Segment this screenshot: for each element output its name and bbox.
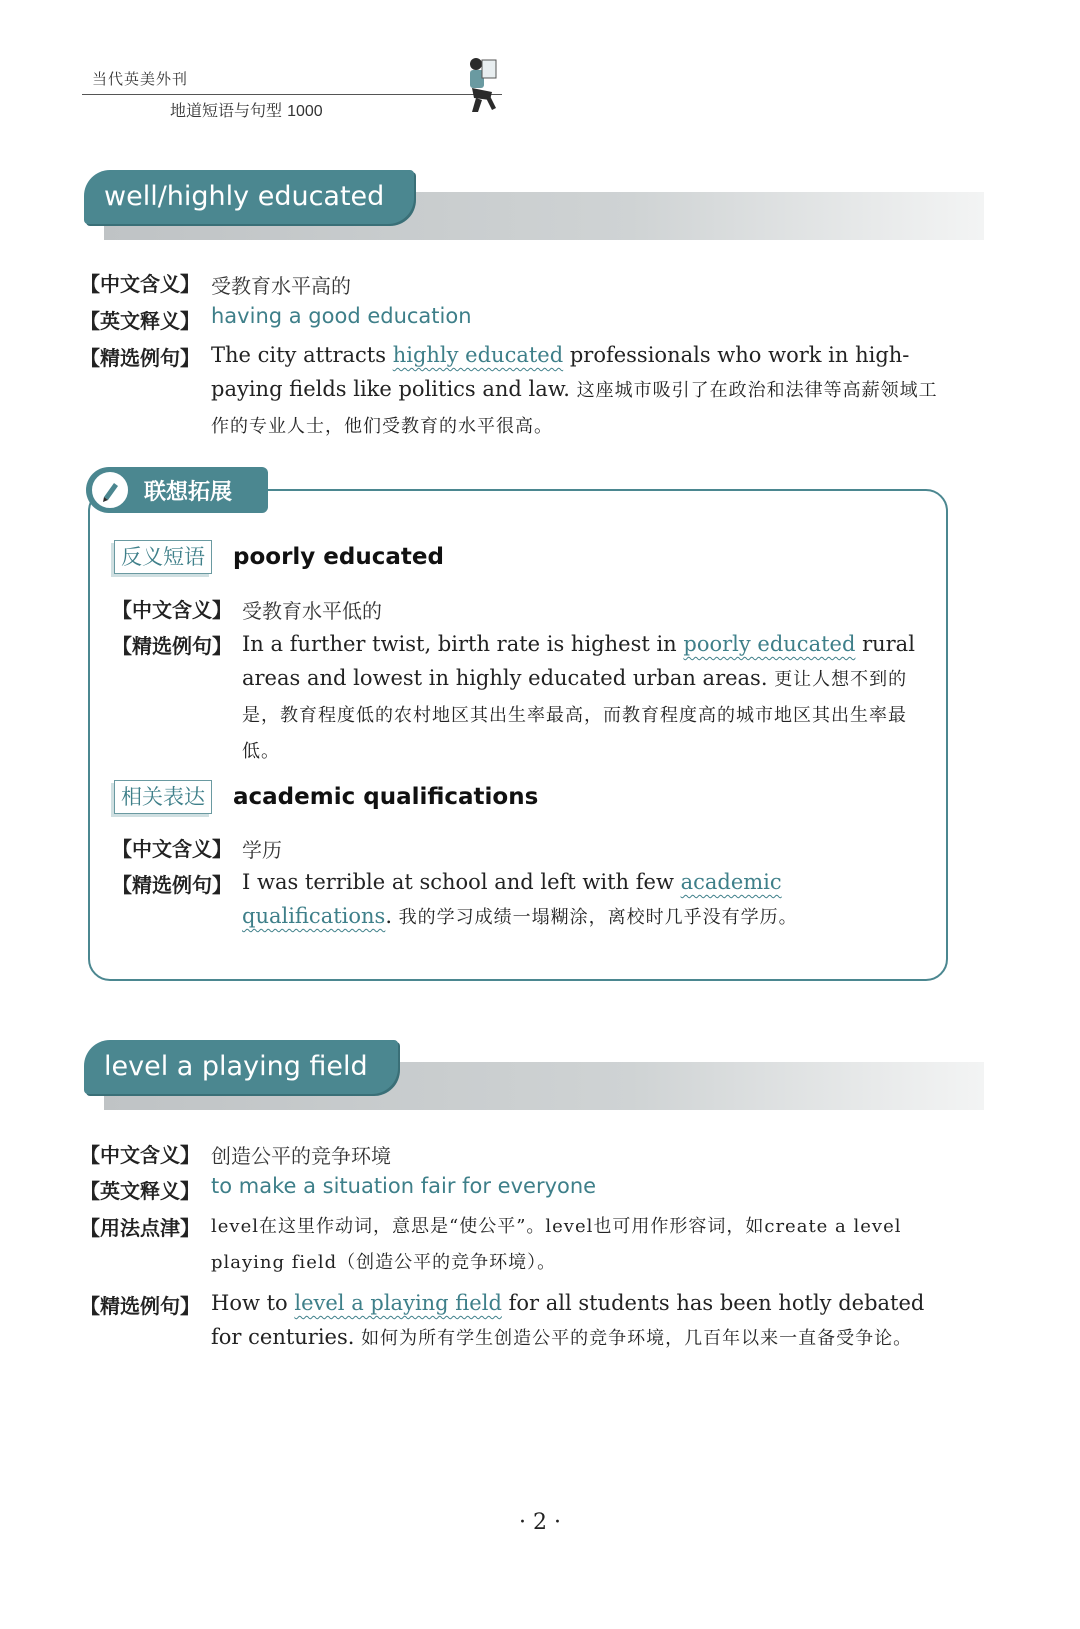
label-usage: 【用法点津】 [80,1216,200,1240]
example-text: professionals who work in high-paying fields like politics and law. [211,343,910,401]
example-translation: 如何为所有学生创造公平的竞争环境，几百年以来一直备受争论。 [361,1328,913,1349]
example-text: I was terrible at school and left with few [242,870,681,894]
highlighted-phrase: highly educated [392,343,564,367]
example-text: for all students has been hotly debated for centuries. [211,1291,925,1349]
example-text: rural areas and lowest in highly educated urban areas. [242,632,915,690]
label-cn-meaning: 【中文含义】 [112,837,232,861]
example-sentence [211,338,951,444]
cn-meaning: 受教育水平高的 [211,274,351,298]
label-example: 【精选例句】 [112,634,232,658]
entry-heading [84,1040,984,1114]
label-cn-meaning: 【中文含义】 [80,272,200,296]
example-sentence [242,627,922,769]
antonym-term: poorly educated [233,544,444,570]
expansion-title: 联想拓展 [144,480,233,505]
book-subtitle [170,98,323,121]
label-en-definition: 【英文释义】 [80,1179,200,1203]
entry-heading [84,170,984,244]
usage-note [211,1208,951,1280]
en-definition: to make a situation fair for everyone [211,1174,597,1198]
pencil-icon [90,470,130,510]
example-translation: 我的学习成绩一塌糊涂，离校时几乎没有学历。 [398,907,798,928]
book-subtitle-number: 1000 [287,103,323,120]
cn-meaning: 学历 [242,838,282,862]
related-tag: 相关表达 [114,780,212,814]
label-example: 【精选例句】 [80,1294,200,1318]
cn-meaning: 创造公平的竞争环境 [211,1144,391,1168]
example-translation: 更让人想不到的是，教育程度低的农村地区其出生率最高，而教育程度高的城市地区其出生率最低。 [242,669,908,762]
example-text: In a further twist, birth rate is highest in [242,632,684,656]
example-sentence [211,1286,951,1356]
label-en-definition: 【英文释义】 [80,309,200,333]
label-cn-meaning: 【中文含义】 [112,598,232,622]
usage-text: level在这里作动词，意思是“使公平”。level也可用作形容词，如create a level playing field（创造公平的竞争环境）。 [211,1216,902,1273]
example-sentence [242,865,922,935]
antonym-tag: 反义短语 [114,540,212,574]
example-text: How to [211,1291,295,1315]
en-definition: having a good education [211,304,472,328]
entry-term: level a playing field [84,1040,398,1094]
example-text: The city attracts [211,343,393,367]
header-rule [82,94,502,95]
related-term: academic qualifications [233,784,539,810]
highlighted-phrase: academic qualifications [242,870,782,928]
example-text: . [385,904,399,928]
label-example: 【精选例句】 [80,346,200,370]
label-cn-meaning: 【中文含义】 [80,1143,200,1167]
label-example: 【精选例句】 [112,873,232,897]
page-number: · 2 · [519,1510,561,1535]
book-subtitle-text: 地道短语与句型 [170,101,283,120]
book-series-title: 当代英美外刊 [92,70,189,88]
cn-meaning: 受教育水平低的 [242,599,382,623]
reading-figure-icon [462,52,510,120]
highlighted-phrase: poorly educated [683,632,856,656]
example-translation: 这座城市吸引了在政治和法律等高薪领域工作的专业人士，他们受教育的水平很高。 [211,380,938,437]
highlighted-phrase: level a playing field [294,1291,502,1315]
pencil-icon-glyph [92,472,128,508]
entry-term: well/highly educated [84,170,414,224]
